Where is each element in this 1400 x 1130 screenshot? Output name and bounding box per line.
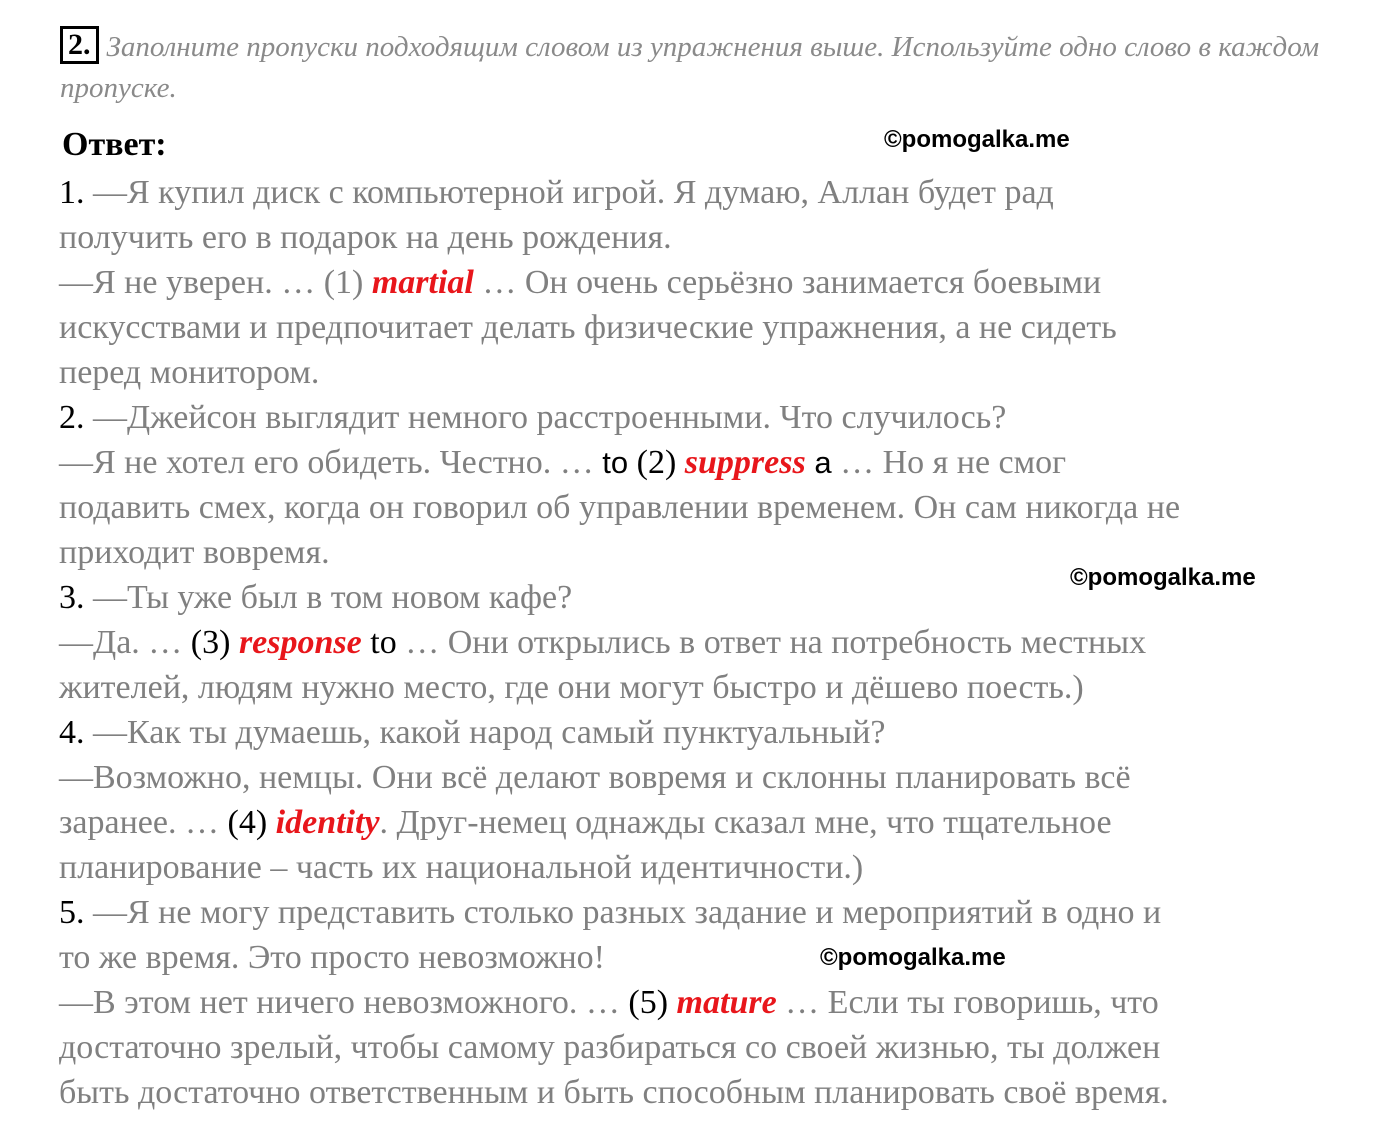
gap-number: (5)	[628, 984, 677, 1021]
text-line	[59, 620, 1379, 665]
dialogue-text: … Они открылись в ответ на потребность местных	[396, 624, 1147, 661]
text-line	[59, 395, 1379, 440]
answer-word: suppress	[684, 444, 806, 481]
text-line	[59, 260, 1379, 305]
item-number: 2.	[59, 399, 93, 436]
text-line: быть достаточно ответственным и быть способным планировать своё время.	[59, 1074, 1169, 1111]
task-number-box: 2.	[60, 26, 99, 64]
answer-word: identity	[275, 804, 380, 841]
task-instruction	[60, 26, 1360, 109]
dialogue-text: —Ты уже был в том новом кафе?	[93, 579, 573, 616]
text-line: достаточно зрелый, чтобы самому разбираться со своей жизнью, ты должен	[59, 1029, 1161, 1066]
dialogue-text: —Я не могу представить столько разных задание и мероприятий в одно и	[93, 894, 1162, 931]
gap-number: (2)	[628, 444, 685, 481]
dialogue-text: … Если ты говоришь, что	[776, 984, 1159, 1021]
text-line	[59, 800, 1379, 845]
text-line: жителей, людям нужно место, где они могут быстро и дёшево поесть.)	[59, 669, 1084, 706]
dialogue-text: —Я не хотел его обидеть. Честно. …	[59, 444, 603, 481]
watermark: ©pomogalka.me	[884, 126, 1070, 153]
text-line: планирование – часть их национальной идентичности.)	[59, 849, 864, 886]
dialogue-text: —Я не уверен. … (1)	[59, 264, 372, 301]
watermark: ©pomogalka.me	[820, 944, 1006, 971]
answer-word: mature	[676, 984, 777, 1021]
dialogue-text: заранее. …	[59, 804, 228, 841]
watermark: ©pomogalka.me	[1070, 564, 1256, 591]
text-line	[59, 980, 1379, 1025]
text-line: —Возможно, немцы. Они всё делают вовремя и склонны планировать всё	[59, 759, 1131, 796]
dialogue-text: … Но я не смог	[831, 444, 1067, 481]
answer-word: response	[238, 624, 362, 661]
gap-number: (4)	[227, 804, 276, 841]
text-line	[59, 440, 1379, 485]
context-word: a	[805, 445, 832, 480]
text-line: приходит вовремя.	[59, 534, 330, 571]
item-number: 5.	[59, 894, 93, 931]
context-word: to	[361, 624, 397, 661]
dialogue-text: —Джейсон выглядит немного расстроенными. Что случилось?	[93, 399, 1007, 436]
gap-number: (3)	[190, 624, 239, 661]
dialogue-text: —В этом нет ничего невозможного. …	[59, 984, 629, 1021]
answer-body	[59, 170, 1379, 1115]
answer-word: martial	[371, 264, 474, 301]
text-line	[59, 890, 1379, 935]
text-line: то же время. Это просто невозможно!	[59, 939, 605, 976]
dialogue-text: . Друг-немец однажды сказал мне, что тщательное	[379, 804, 1112, 841]
text-line: искусствами и предпочитает делать физические упражнения, а не сидеть	[59, 309, 1117, 346]
dialogue-text: —Я купил диск с компьютерной игрой. Я думаю, Аллан будет рад	[93, 174, 1054, 211]
text-line: перед монитором.	[59, 354, 320, 391]
text-line	[59, 575, 1379, 620]
context-word: to	[602, 445, 629, 480]
item-number: 3.	[59, 579, 93, 616]
item-number: 1.	[59, 174, 93, 211]
answer-label: Ответ:	[62, 126, 167, 163]
text-line	[59, 170, 1379, 215]
text-line: подавить смех, когда он говорил об управлении временем. Он сам никогда не	[59, 489, 1181, 526]
task-instruction-text: Заполните пропуски подходящим словом из упражнения выше. Используйте одно слово в каждом пропуске.	[60, 31, 1320, 104]
text-line	[59, 710, 1379, 755]
dialogue-text: —Как ты думаешь, какой народ самый пунктуальный?	[93, 714, 886, 751]
dialogue-text: … Он очень серьёзно занимается боевыми	[473, 264, 1102, 301]
dialogue-text: —Да. …	[59, 624, 191, 661]
text-line: получить его в подарок на день рождения.	[59, 219, 672, 256]
item-number: 4.	[59, 714, 93, 751]
